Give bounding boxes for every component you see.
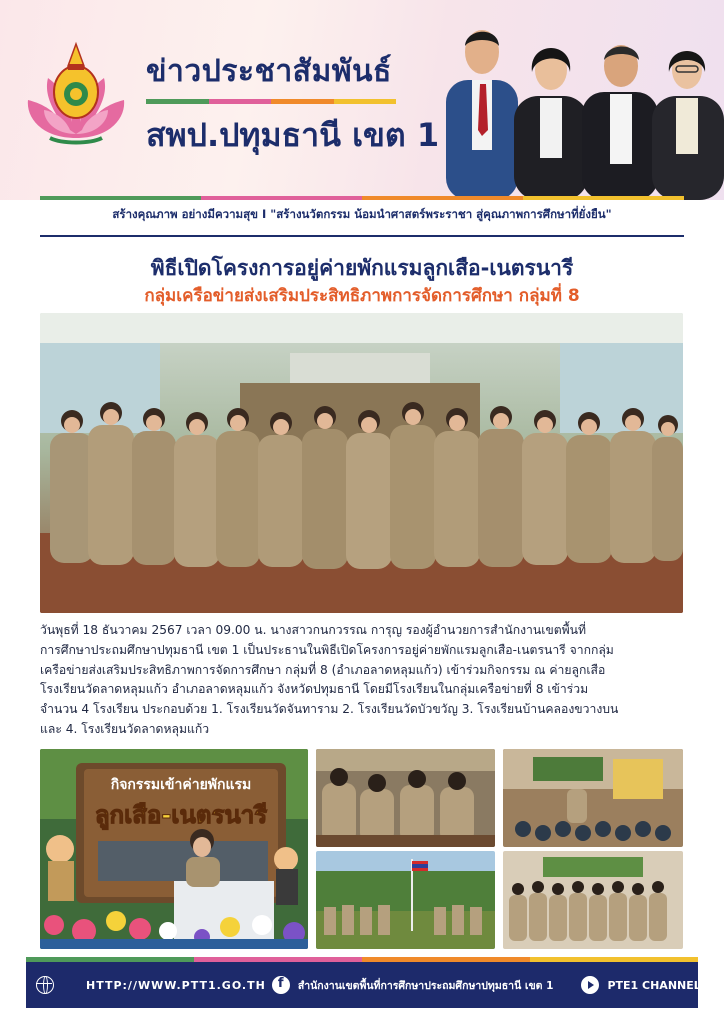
gallery-photo-group bbox=[503, 851, 683, 949]
slogan-divider bbox=[40, 235, 684, 237]
header-title: ข่าวประชาสัมพันธ์ bbox=[146, 54, 392, 89]
globe-icon bbox=[36, 976, 54, 994]
article-subheadline: กลุ่มเครือข่ายส่งเสริมประสิทธิภาพการจัดการศึกษา กลุ่มที่ 8 bbox=[144, 286, 580, 306]
banner-line-2: ลูกเสือ-เนตรนารี bbox=[94, 801, 268, 829]
body-line: จำนวน 4 โรงเรียน ประกอบด้วย 1. โรงเรียนวัดจันทาราม 2. โรงเรียนวัดบัวขวัญ 3. โรงเรียนบ้านคลองขวางบน bbox=[40, 702, 619, 717]
body-line: เครือข่ายส่งเสริมประสิทธิภาพการจัดการศึกษา กลุ่มที่ 8 (อำเภอลาดหลุมแก้ว) เข้าร่วมกิจกรรม ณ ค่ายลูกเสือ bbox=[40, 662, 606, 677]
youtube-icon bbox=[581, 976, 599, 994]
website-link[interactable]: HTTP://WWW.PTT1.GO.TH bbox=[86, 978, 266, 992]
slogan-color-strip bbox=[40, 196, 684, 200]
header-subtitle: สพป.ปทุมธานี เขต 1 bbox=[146, 116, 440, 154]
body-line: และ 4. โรงเรียนวัดลาดหลุมแก้ว bbox=[40, 721, 210, 736]
header bbox=[0, 0, 724, 200]
footer-facebook[interactable] bbox=[272, 976, 554, 994]
youtube-link[interactable]: PTE1 CHANNEL bbox=[607, 978, 701, 992]
facebook-icon bbox=[272, 976, 290, 994]
executives-photo bbox=[440, 10, 724, 200]
gallery-photo-flag bbox=[316, 851, 495, 949]
banner-photo-image bbox=[40, 749, 308, 949]
body-line: วันพุธที่ 18 ธันวาคม 2567 เวลา 09.00 น. นางสาวกนกวรรณ การุญ รองผู้อำนวยการสำนักงานเขตพื้นที่ bbox=[40, 623, 587, 637]
footer-bar bbox=[26, 962, 701, 1008]
footer-youtube[interactable] bbox=[581, 976, 700, 994]
body-line: โรงเรียนวัดลาดหลุมแก้ว อำเภอลาดหลุมแก้ว จังหวัดปทุมธานี โดยมีโรงเรียนในกลุ่มเครือข่ายที่ 8 เข้าร่วม bbox=[40, 682, 589, 697]
banner-photo bbox=[40, 749, 308, 949]
facebook-link[interactable]: สำนักงานเขตพื้นที่การศึกษาประถมศึกษาปทุมธานี เขต 1 bbox=[297, 979, 554, 992]
article-body bbox=[40, 621, 684, 740]
article-headline: พิธีเปิดโครงการอยู่ค่ายพักแรมลูกเสือ-เนตรนารี bbox=[150, 256, 574, 280]
office-logo bbox=[22, 38, 130, 150]
footer-website[interactable] bbox=[36, 976, 266, 994]
title-color-bar bbox=[146, 99, 396, 104]
banner-line-1: กิจกรรมเข้าค่ายพักแรม bbox=[110, 777, 252, 793]
gallery-photo-ceremony bbox=[503, 749, 683, 847]
slogan-text: สร้างคุณภาพ อย่างมีความสุข I "สร้างนวัตกรรม น้อมนำศาสตร์พระราชา สู่คุณภาพการศึกษาที่ยั่งยืน" bbox=[112, 207, 612, 221]
group-photo bbox=[40, 313, 683, 613]
gallery-photo-kneeling bbox=[316, 749, 495, 847]
body-line: การศึกษาประถมศึกษาปทุมธานี เขต 1 เป็นประธานในพิธีเปิดโครงการอยู่ค่ายพักแรมลูกเสือ-เนตรนารี จากกลุ่ม bbox=[40, 642, 614, 657]
